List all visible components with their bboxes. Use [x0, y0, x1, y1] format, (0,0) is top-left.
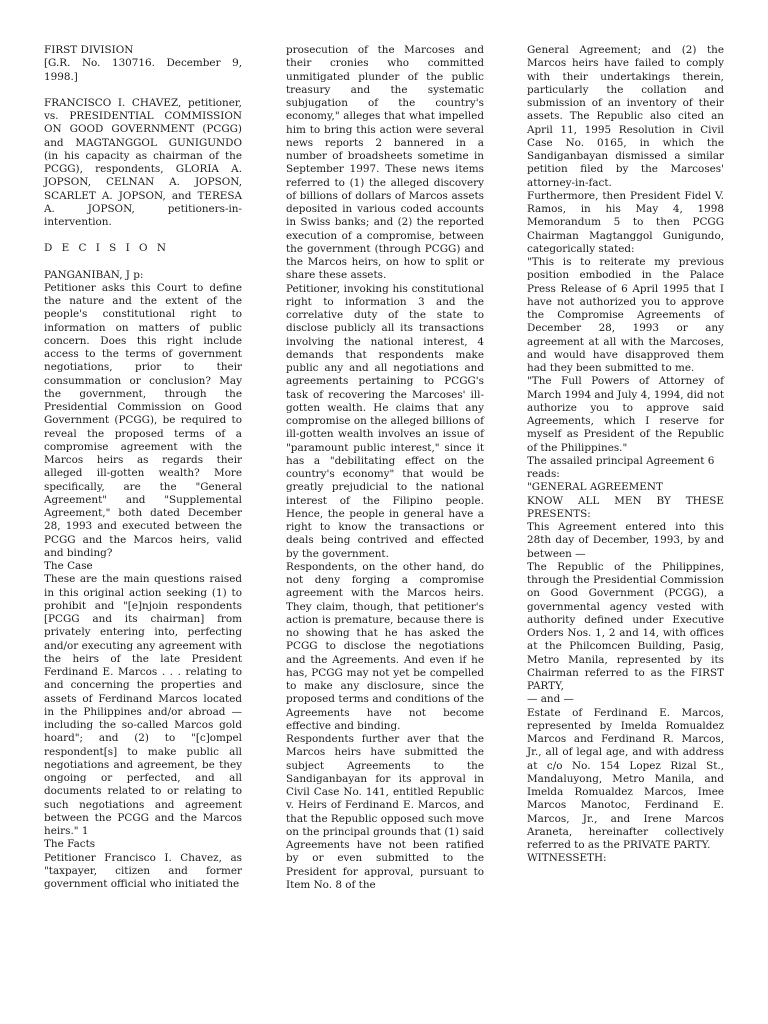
- paragraph-r3: "This is to reiterate my previous position embodied in the Palace Press Release of 6 April 1995 that I have not authorized you to approve the Compromise Agreements of December 28, 1993 or any agreement at all with the Marcoses, and would have disapproved them had they been submitted to me.: [527, 256, 724, 374]
- paragraph-r6: "GENERAL AGREEMENT: [527, 481, 663, 494]
- paragraph-r10: — and —: [527, 693, 574, 706]
- paragraph-r12: WITNESSETH:: [527, 852, 607, 865]
- paragraph-r1: General Agreement; and (2) the Marcos heirs have failed to comply with their undertakings therein, particularly the collation and submission of an inventory of their assets. The Republic also cited an April 11, 1995 Resolution in Civil Case No. 0165, in which the Sandiganbayan dismissed a similar petition filed by the Marcoses' attorney-in-fact.: [527, 44, 724, 189]
- paragraph-p9: The Facts: [44, 838, 96, 851]
- paragraph-r9: The Republic of the Philippines, through the Presidential Commission on Good Government (PCGG), a governmental agency vested with authority defined under Executive Orders Nos. 1, 2 and 14, with offices at the Philcomcen Building, Pasig, Metro Manila, represented by its Chairman referred to as the FIRST PARTY,: [527, 560, 724, 692]
- paragraph-p3: FRANCISCO I. CHAVEZ, petitioner, vs. PRESIDENTIAL COMMISSION ON GOOD GOVERNMENT (PCGG) and MAGTANGGOL GUNIGUNDO (in his capacity as chairman of the PCGG), respondents, GLORIA A. JOPSON, CELNAN A. JOPSON, SCARLET A. JOPSON, and TERESA A. JOPSON, petitioners-in-intervention.: [44, 96, 242, 228]
- text-column-middle: [286, 44, 484, 892]
- paragraph-q4: Respondents further aver that the Marcos heirs have submitted the subject Agreements to the Sandiganbayan for its approval in Civil Case No. 141, entitled Republic v. Heirs of Ferdinand E. Marcos, and that the Republic opposed such move on the principal grounds that (1) said Agreements have not been ratified by or even submitted to the President for approval, pursuant to Item No. 8 of the: [286, 733, 484, 891]
- paragraph-p5: PANGANIBAN, J p:: [44, 268, 144, 281]
- paragraph-r11: Estate of Ferdinand E. Marcos, represented by Imelda Romualdez Marcos and Ferdinand R. Marcos, Jr., all of legal age, and with address at c/o No. 154 Lopez Rizal St., Mandaluyong, Metro Manila, and Imelda Romualdez Marcos, Imee Marcos Manotoc, Ferdinand E. Marcos, Jr., and Irene Marcos Araneta, hereinafter collectively referred to as the PRIVATE PARTY.: [527, 706, 724, 851]
- paragraph-p8: These are the main questions raised in this original action seeking (1) to prohibit and "[e]njoin respondents [PCGG and its chairman] from privately entering into, perfecting and/or executing any agreement with the heirs of the late President Ferdinand E. Marcos . . . relating to and concerning the properties and assets of Ferdinand Marcos located in the Philippines and/or abroad — including the so-called Marcos gold hoard"; and (2) to "[c]ompel respondent[s] to make public all negotiations and agreement, be they ongoing or perfected, and all documents related to or relating to such negotiations and agreement between the PCGG and the Marcos heirs." 1: [44, 573, 242, 837]
- paragraph-r8: This Agreement entered into this 28th day of December, 1993, by and between —: [527, 521, 724, 560]
- paragraph-p7: The Case: [44, 560, 93, 572]
- paragraph-spacer: [44, 256, 242, 269]
- paragraph-r5: The assailed principal Agreement 6 reads:: [527, 454, 715, 480]
- paragraph-p10: Petitioner Francisco I. Chavez, as "taxpayer, citizen and former government official who initiated the: [44, 851, 242, 890]
- text-column-right: [527, 44, 724, 866]
- paragraph-q1: prosecution of the Marcoses and their cronies who committed unmitigated plunder of the public treasury and the systematic subjugation of the country's economy," alleges that what impelled him to bring this action were several news reports 2 bannered in a number of broadsheets sometime in September 1997. These news items referred to (1) the alleged discovery of billions of dollars of Marcos assets deposited in various coded accounts in Swiss banks; and (2) the reported execution of a compromise, between the government (through PCGG) and the Marcos heirs, on how to split or share these assets.: [286, 44, 484, 282]
- paragraph-r4: "The Full Powers of Attorney of March 1994 and July 4, 1994, did not authorize you to approve said Agreements, which I reserve for myself as President of the Republic of the Philippines.": [527, 375, 724, 454]
- paragraph-r2: Furthermore, then President Fidel V. Ramos, in his May 4, 1998 Memorandum 5 to then PCGG Chairman Magtanggol Gunigundo, categorically stated:: [527, 189, 724, 255]
- paragraph-q3: Respondents, on the other hand, do not deny forging a compromise agreement with the Marcos heirs. They claim, though, that petitioner's action is premature, because there is no showing that he has asked the PCGG to disclose the negotiations and the Agreements. And even if he has, PCGG may not yet be compelled to make any disclosure, since the proposed terms and conditions of the Agreements have not become effective and binding.: [286, 560, 484, 732]
- text-column-left: [44, 44, 242, 891]
- paragraph-r7: KNOW ALL MEN BY THESE PRESENTS:: [527, 494, 724, 520]
- paragraph-p6: Petitioner asks this Court to define the nature and the extent of the people's constitutional right to information on matters of public concern. Does this right include access to the terms of government negotiations, prior to their consummation or conclusion? May the government, through the Presidential Commission on Good Government (PCGG), be required to reveal the proposed terms of a compromise agreement with the Marcos heirs as regards their alleged ill-gotten wealth? More specifically, are the "General Agreement" and "Supplemental Agreement," both dated December 28, 1993 and executed between the PCGG and the Marcos heirs, valid and binding?: [44, 281, 242, 559]
- paragraph-spacer: [44, 229, 242, 242]
- paragraph-q2: Petitioner, invoking his constitutional right to information 3 and the correlative duty of the state to disclose publicly all its transactions involving the national interest, 4 demands that respondents make public any and all negotiations and agreements pertaining to PCGG's task of recovering the Marcoses' ill-gotten wealth. He claims that any compromise on the alleged billions of ill-gotten wealth involves an issue of "paramount public interest," since it has a "debilitating effect on the country's economy" that would be greatly prejudicial to the national interest of the Filipino people. Hence, the people in general have a right to know the transactions or deals being contrived and effected by the government.: [286, 282, 484, 560]
- paragraph-p1: FIRST DIVISION: [44, 44, 134, 56]
- paragraph-p2: [G.R. No. 130716. December 9, 1998.]: [44, 57, 242, 83]
- paragraph-p4: D E C I S I O N: [44, 242, 169, 255]
- paragraph-spacer: [44, 84, 242, 97]
